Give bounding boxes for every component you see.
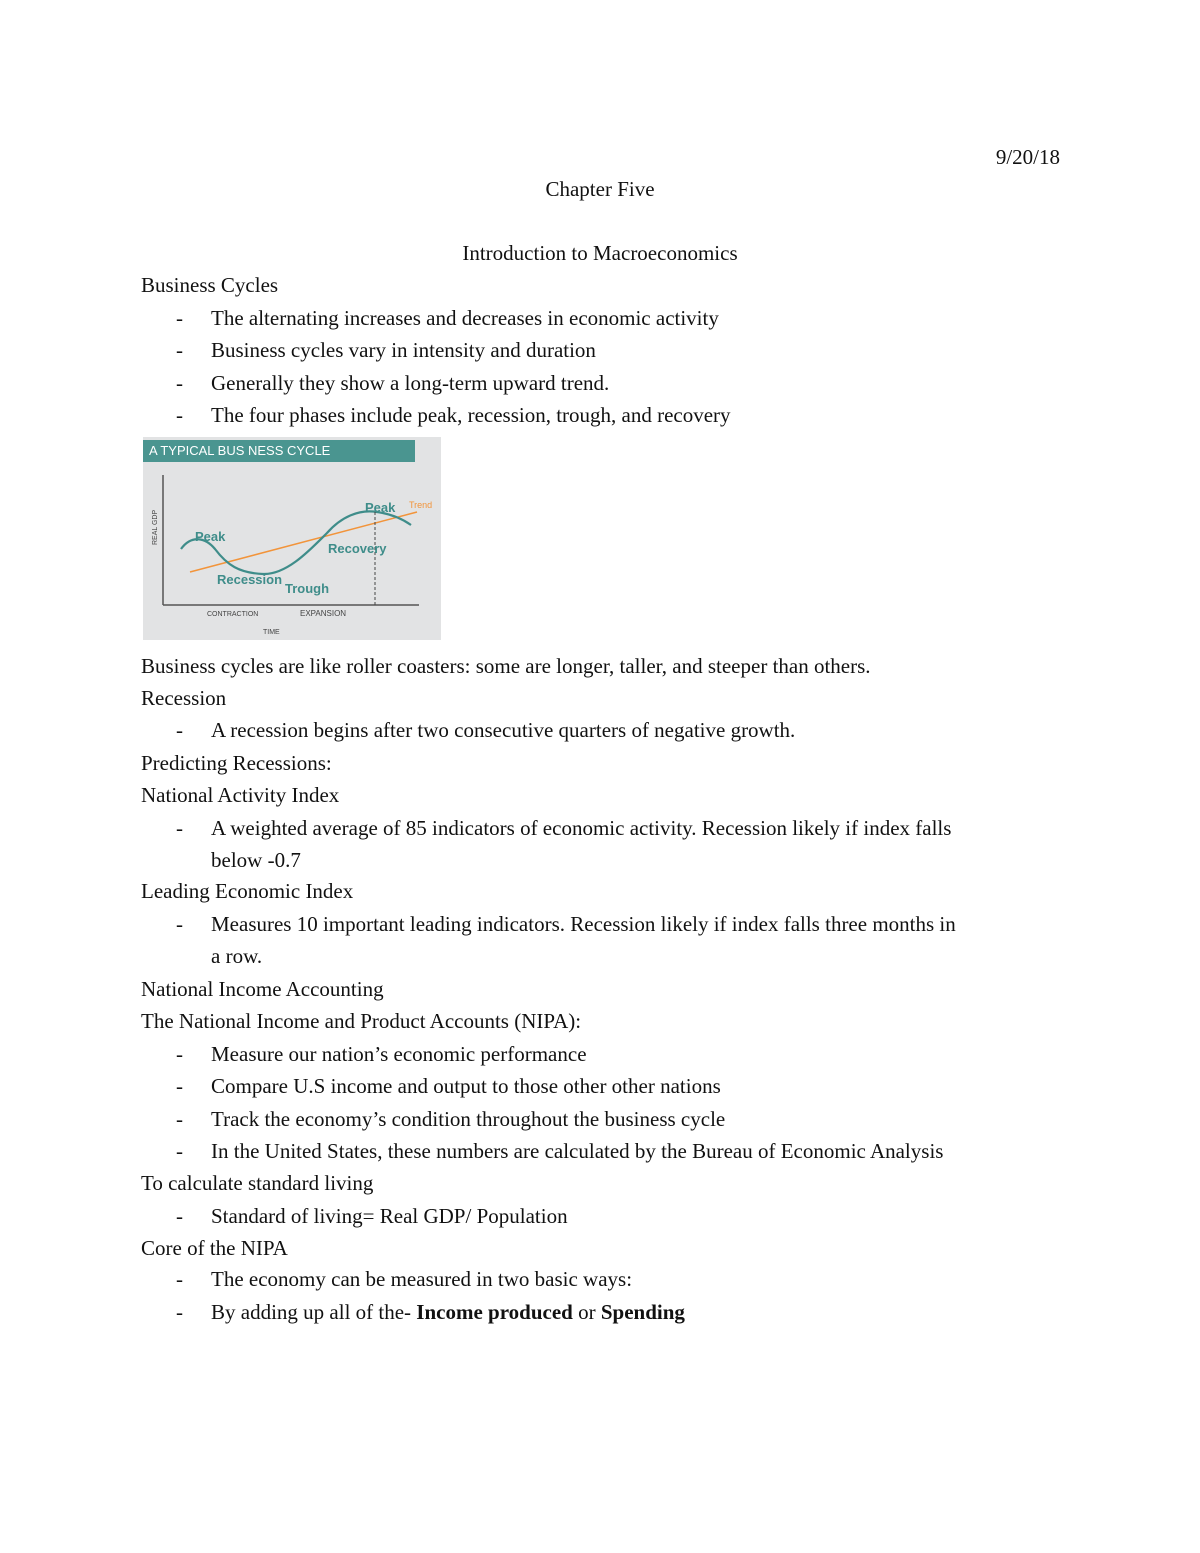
peak2-label: Peak	[365, 500, 396, 515]
core-or: or	[572, 1300, 601, 1324]
nipa-subheading: The National Income and Product Accounts (NIPA):	[141, 1009, 582, 1033]
chapter-title: Chapter Five	[545, 177, 655, 201]
list-item-text: Compare U.S income and output to those other other nations	[211, 1074, 721, 1098]
bullet-dash: -	[176, 371, 183, 395]
bullet-dash: -	[176, 1139, 183, 1163]
bullet-dash: -	[176, 1074, 183, 1098]
list-item-text: Generally they show a long-term upward trend.	[211, 371, 610, 395]
predicting-heading: Predicting Recessions:	[141, 751, 332, 775]
trend-label: Trend	[409, 500, 433, 510]
date: 9/20/18	[995, 145, 1060, 169]
bullet-dash: -	[176, 816, 183, 840]
bullet-dash: -	[176, 912, 183, 936]
business-cycles-heading: Business Cycles	[141, 273, 279, 297]
spending-bold: Spending	[600, 1300, 685, 1324]
roller-coaster-text: Business cycles are like roller coasters: some are longer, taller, and steeper than others.	[141, 654, 871, 678]
list-item-text: A recession begins after two consecutive quarters of negative growth.	[211, 718, 796, 742]
lei-heading: Leading Economic Index	[141, 879, 354, 903]
recovery-label: Recovery	[328, 541, 387, 556]
bullet-dash: -	[176, 1267, 183, 1291]
list-item-text: Business cycles vary in intensity and duration	[211, 338, 596, 362]
trough-label: Trough	[285, 581, 330, 596]
peak1-label: Peak	[195, 529, 226, 544]
bullet-dash: -	[176, 718, 183, 742]
nia-heading: National Income Accounting	[141, 977, 384, 1001]
figure-background	[143, 437, 441, 640]
core-heading: Core of the NIPA	[141, 1236, 288, 1260]
y-axis-label: REAL GDP	[152, 509, 159, 545]
list-item-text: In the United States, these numbers are calculated by the Bureau of Economic Analysis	[211, 1139, 944, 1163]
list-item-text: Standard of living= Real GDP/ Population	[211, 1204, 568, 1228]
bullet-dash: -	[176, 1107, 183, 1131]
list-item-text: A weighted average of 85 indicators of economic activity. Recession likely if index falls	[211, 816, 952, 840]
bullet-dash: -	[176, 1204, 183, 1228]
figure-banner-text: A TYPICAL BUS NESS CYCLE	[149, 443, 331, 458]
list-item-text: The economy can be measured in two basic ways:	[211, 1267, 633, 1291]
bullet-dash: -	[176, 338, 183, 362]
core-prefix: By adding up all of the-	[211, 1300, 417, 1324]
page-title: Introduction to Macroeconomics	[462, 241, 738, 265]
contraction-label: CONTRACTION	[207, 611, 259, 618]
income-produced-bold: Income produced	[416, 1300, 573, 1324]
x-axis-label: TIME	[263, 629, 280, 636]
list-item-text: The alternating increases and decreases in economic activity	[211, 306, 719, 330]
list-item-text: The four phases include peak, recession, trough, and recovery	[211, 403, 731, 427]
expansion-label: EXPANSION	[300, 609, 347, 618]
list-item-text: Measures 10 important leading indicators. Recession likely if index falls three months in	[211, 912, 956, 936]
standard-heading: To calculate standard living	[141, 1171, 374, 1195]
list-item-continuation: a row.	[211, 944, 263, 968]
nai-heading: National Activity Index	[141, 783, 340, 807]
list-item-text: Track the economy’s condition throughout the business cycle	[211, 1107, 726, 1131]
recession-label: Recession	[217, 572, 283, 587]
bullet-dash: -	[176, 1042, 183, 1066]
list-item-text	[211, 1299, 685, 1325]
bullet-dash: -	[176, 1300, 183, 1324]
business-cycle-figure	[143, 437, 441, 640]
list-item-text: Measure our nation’s economic performance	[211, 1042, 587, 1066]
list-item-continuation: below -0.7	[211, 848, 301, 872]
recession-heading: Recession	[141, 686, 227, 710]
bullet-dash: -	[176, 403, 183, 427]
bullet-dash: -	[176, 306, 183, 330]
